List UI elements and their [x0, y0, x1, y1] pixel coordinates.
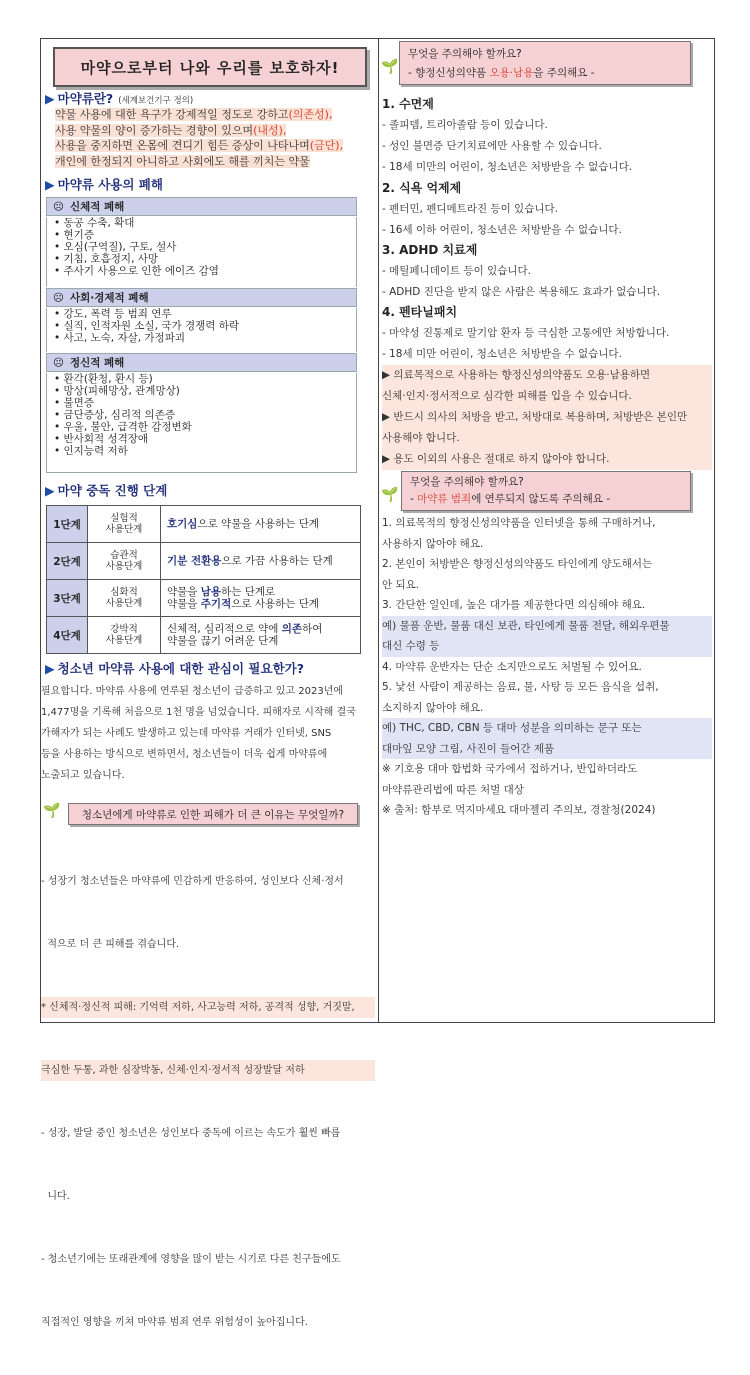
- note-line: 사용해야 합니다.: [382, 432, 460, 444]
- stage-desc-text: 약물을 끊기 어려운 단계: [167, 635, 279, 647]
- rule-line: 소지하지 않아야 해요.: [382, 701, 484, 714]
- list-item: • 오심(구역질), 구토, 설사: [54, 241, 356, 253]
- def-line-2: 사용 약물의 양이 증가하는 경향이 있으며: [55, 123, 254, 137]
- physical-harm-title: 신체적 폐해: [69, 201, 125, 213]
- teen-line: 노출되고 있습니다.: [41, 770, 125, 781]
- stage-name: [88, 506, 161, 543]
- stage-name: [88, 543, 161, 580]
- med-line: - 16세 이하 어린이, 청소년은 처방받을 수 없습니다.: [382, 224, 622, 236]
- caution-text: 을 주의해요 -: [533, 67, 595, 79]
- caution-question: 무엇을 주의해야 할까요?: [410, 476, 524, 488]
- def-line-4: 개인에 한정되지 아니하고 사회에도 해를 끼치는 약물: [55, 154, 310, 168]
- list-item: • 반사회적 성격장애: [54, 433, 356, 445]
- list-item: • 주사기 사용으로 인한 에이즈 감염: [54, 265, 356, 277]
- med-lines-adhd: [382, 261, 712, 303]
- caution-keyword: 마약류 범죄: [417, 493, 472, 505]
- stage-name-line: 사용단계: [105, 561, 143, 572]
- page-title: 마약으로부터 나와 우리를 보호하자!: [53, 47, 367, 87]
- stage-number: 4단계: [47, 617, 88, 654]
- rule-line: ※ 출처: 함부로 먹지마세요 대마젤리 주의보, 경찰청(2024): [382, 804, 656, 816]
- why-line: * 신체적·정신적 피해: 기억력 저하, 사고능력 저하, 공격적 성향, 거짓말,: [41, 997, 375, 1018]
- stage-desc-text: 으로 약물을 사용하는 단계: [197, 518, 320, 530]
- why-line: 적으로 더 큰 피해를 겪습니다.: [41, 939, 180, 950]
- stage-number: 2단계: [47, 543, 88, 580]
- caution-box-2: [401, 471, 691, 511]
- list-item: • 망상(피해망상, 관계망상): [54, 385, 356, 397]
- stage-name-line: 심화적: [110, 587, 138, 598]
- note-line: ▶ 반드시 의사의 처방을 받고, 처방대로 복용하며, 처방받은 본인만: [382, 411, 688, 423]
- teen-line: 필요합니다. 마약류 사용에 연루된 청소년이 급증하고 있고 2023년에: [41, 686, 344, 697]
- med-line: - 메틸페니데이트 등이 있습니다.: [382, 265, 531, 277]
- what-is-heading-text: 마약류란?: [57, 91, 114, 106]
- mental-harm-header: [46, 353, 357, 372]
- why-line: - 성장, 발달 중인 청소년은 성인보다 중독에 이르는 속도가 훨씬 빠릅: [41, 1128, 341, 1139]
- mental-harm-title: 정신적 폐해: [69, 357, 125, 369]
- table-row: [47, 580, 361, 617]
- def-tag-tolerance: (내성),: [253, 123, 287, 137]
- stage-desc: [161, 617, 361, 654]
- rule-line: 5. 낯선 사람이 제공하는 음료, 물, 사탕 등 모든 음식을 섭취,: [382, 681, 659, 693]
- sprout-icon: 🌱: [381, 59, 399, 75]
- why-line: - 성장기 청소년들은 마약류에 민감하게 반응하여, 성인보다 신체·정서: [41, 876, 344, 887]
- stage-name-line: 사용단계: [105, 598, 143, 609]
- caution-text: - 향정신성의약품: [408, 67, 490, 79]
- stage-desc-text: 약물을: [167, 586, 201, 598]
- triangle-icon: ▶: [45, 91, 55, 106]
- list-item: • 인지능력 저하: [54, 445, 356, 457]
- stage-keyword: 의존: [281, 623, 303, 635]
- med-line: - 성인 불면증 단기치료에만 사용할 수 있습니다.: [382, 140, 602, 152]
- rule-line: 1. 의료목적의 향정신성의약품을 인터넷을 통해 구매하거나,: [382, 517, 656, 529]
- list-item: • 우울, 불안, 급격한 감정변화: [54, 421, 356, 433]
- list-item: • 금단증상, 심리적 의존증: [54, 409, 356, 421]
- what-is-heading: [45, 89, 193, 107]
- why-question: 청소년에게 마약류로 인한 피해가 더 큰 이유는 무엇일까?: [81, 808, 345, 821]
- rule-line: 사용하지 않아야 해요.: [382, 537, 484, 550]
- caution-keyword: 오용·남용: [489, 67, 534, 79]
- mental-harm-list: [46, 373, 357, 473]
- rule-line: 4. 마약류 운반자는 단순 소지만으로도 처벌될 수 있어요.: [382, 660, 642, 673]
- med-title-appetite: 2. 식욕 억제제: [382, 181, 462, 195]
- harms-heading: [45, 175, 163, 193]
- why-paragraph: [41, 829, 375, 1375]
- stage-desc-text: 으로 가끔 사용하는 단계: [221, 555, 333, 567]
- stage-desc: [161, 580, 361, 617]
- med-line: - 마약성 진통제로 말기암 환자 등 극심한 고통에만 처방합니다.: [382, 327, 670, 339]
- caution-text: 에 연루되지 않도록 주의해요 -: [471, 493, 611, 505]
- notes-block: [382, 365, 712, 470]
- list-item: • 실직, 인적자원 소실, 국가 경쟁력 하락: [54, 320, 356, 332]
- rule-line: 대마잎 모양 그림, 사진이 들어간 제품: [382, 739, 712, 760]
- rule-line: 예) THC, CBD, CBN 등 대마 성분을 의미하는 문구 또는: [382, 718, 712, 739]
- rule-line: 안 되요.: [382, 578, 420, 591]
- stages-heading: [45, 481, 167, 499]
- caution-text: -: [410, 493, 418, 505]
- stage-name: [88, 580, 161, 617]
- rule-line: ※ 기호용 대마 합법화 국가에서 접하거나, 반입하더라도: [382, 763, 638, 775]
- sprout-icon: 🌱: [43, 803, 61, 819]
- stage-desc: [161, 543, 361, 580]
- stage-name-line: 강박적: [110, 624, 138, 635]
- triangle-icon: ▶: [45, 661, 55, 676]
- social-harm-title: 사회·경제적 폐해: [69, 292, 149, 304]
- caution-question: 무엇을 주의해야 할까요?: [408, 48, 522, 60]
- what-is-definition: [55, 107, 373, 169]
- triangle-icon: ▶: [45, 483, 55, 498]
- stage-keyword: 남용: [200, 586, 222, 598]
- med-line: - 펜터민, 펜디메트라진 등이 있습니다.: [382, 203, 558, 215]
- rule-line: 대신 수령 등: [382, 636, 712, 657]
- physical-harm-list: [46, 217, 357, 287]
- stage-keyword: 기분 전환용: [167, 555, 222, 567]
- table-row: [47, 617, 361, 654]
- stage-desc-text: 하여: [302, 623, 323, 635]
- triangle-icon: ▶: [45, 177, 55, 192]
- list-item: • 현기증: [54, 229, 356, 241]
- teen-line: 1,477명을 기록해 처음으로 1천 명을 넘었습니다. 피해자로 시작해 결국: [41, 707, 356, 718]
- teen-heading: [45, 659, 375, 677]
- stage-number: 3단계: [47, 580, 88, 617]
- stage-desc-text: 신체적, 심리적으로 약에: [167, 623, 282, 635]
- med-line: - 18세 미만의 어린이, 청소년은 처방받을 수 없습니다.: [382, 161, 633, 173]
- frown-icon: ☹: [53, 356, 64, 369]
- why-line: 니다.: [41, 1191, 70, 1202]
- med-line: - ADHD 진단을 받지 않은 사람은 복용해도 효과가 없습니다.: [382, 286, 661, 298]
- list-item: • 동공 수축, 확대: [54, 217, 356, 229]
- stage-keyword: 호기심: [167, 518, 198, 530]
- med-lines-fentanyl: [382, 323, 712, 365]
- med-title-fentanyl: 4. 펜타닐패치: [382, 305, 458, 319]
- stage-desc: [161, 506, 361, 543]
- stage-desc-text: 약물을: [167, 598, 201, 610]
- harms-heading-text: 마약류 사용의 폐해: [57, 177, 163, 192]
- caution-box-1: [399, 41, 691, 85]
- def-tag-dependence: (의존성),: [288, 108, 333, 121]
- rules-block: [382, 513, 712, 821]
- med-lines-appetite: [382, 199, 712, 241]
- frown-icon: ☹: [53, 291, 64, 304]
- rule-line: 3. 간단한 일인데, 높은 대가를 제공한다면 의심해야 해요.: [382, 599, 646, 611]
- list-item: • 환각(환청, 환시 등): [54, 373, 356, 385]
- stage-name-line: 사용단계: [105, 524, 143, 535]
- teen-line: 가해자가 되는 사례도 발생하고 있는데 마약류 거래가 인터넷, SNS: [41, 728, 332, 739]
- what-is-source: (세계보건기구 정의): [118, 96, 194, 106]
- def-line-3: 사용을 중지하면 온몸에 견디기 힘든 증상이 나타나며: [55, 139, 310, 152]
- list-item: • 기침, 호흡정지, 사망: [54, 253, 356, 265]
- why-line: 직접적인 영향을 끼쳐 마약류 범죄 연루 위험성이 높아집니다.: [41, 1317, 308, 1328]
- social-harm-header: [46, 288, 357, 307]
- teen-paragraph: [41, 681, 375, 786]
- rule-line: 2. 본인이 처방받은 향정신성의약품도 타인에게 양도해서는: [382, 558, 653, 570]
- stage-name-line: 사용단계: [105, 635, 143, 646]
- stage-desc-text: 으로 사용하는 단계: [231, 598, 320, 610]
- physical-harm-header: [46, 197, 357, 216]
- teen-heading-text: 청소년 마약류 사용에 대한 관심이 필요한가?: [57, 661, 304, 676]
- med-lines-sleeping: [382, 115, 712, 178]
- teen-line: 등을 사용하는 방식으로 변하면서, 청소년들이 더욱 쉽게 마약류에: [41, 749, 328, 760]
- note-line: 신체·인지·정서적으로 심각한 피해를 입을 수 있습니다.: [382, 390, 632, 402]
- right-column: [379, 39, 714, 1022]
- sprout-icon: 🌱: [381, 487, 399, 503]
- def-tag-withdrawal: (금단),: [309, 139, 344, 152]
- stage-number: 1단계: [47, 506, 88, 543]
- list-item: • 불면증: [54, 397, 356, 409]
- med-title-sleeping: 1. 수면제: [382, 97, 434, 111]
- rule-line: 마약류관리법에 따른 처벌 대상: [382, 783, 524, 796]
- left-column: [41, 39, 377, 1328]
- stage-name-line: 실험적: [110, 513, 138, 524]
- why-line: 극심한 두통, 과한 심장박동, 신체·인지·정서적 성장발달 저하: [41, 1060, 375, 1081]
- why-question-box: [68, 803, 358, 825]
- why-line: - 청소년기에는 또래관계에 영향을 많이 받는 시기로 다른 친구들에도: [41, 1254, 341, 1265]
- stage-desc-text: 하는 단계로: [221, 586, 276, 598]
- stages-heading-text: 마약 중독 진행 단계: [57, 483, 168, 498]
- note-line: ▶ 용도 이외의 사용은 절대로 하지 않아야 합니다.: [382, 453, 610, 465]
- stage-name: [88, 617, 161, 654]
- def-line-1: 약물 사용에 대한 욕구가 강제적일 정도로 강하고: [55, 108, 289, 121]
- med-title-adhd: 3. ADHD 치료제: [382, 243, 478, 257]
- table-row: [47, 543, 361, 580]
- list-item: • 강도, 폭력 등 범죄 연루: [54, 308, 356, 320]
- social-harm-list: [46, 308, 357, 352]
- stages-table: [46, 505, 361, 654]
- rule-line: 예) 물품 운반, 물품 대신 보관, 타인에게 물품 전달, 해외우편물: [382, 616, 712, 637]
- stage-keyword: 주기적: [200, 598, 232, 610]
- frown-icon: ☹: [53, 200, 64, 213]
- med-line: - 18세 미만 어린이, 청소년은 처방받을 수 없습니다.: [382, 348, 622, 360]
- med-line: - 졸피뎀, 트리아졸람 등이 있습니다.: [382, 119, 548, 131]
- list-item: • 사고, 노숙, 자살, 가정파괴: [54, 332, 356, 344]
- stage-name-line: 습관적: [110, 550, 138, 561]
- table-row: [47, 506, 361, 543]
- note-line: ▶ 의료목적으로 사용하는 향정신성의약품도 오용·남용하면: [382, 369, 651, 381]
